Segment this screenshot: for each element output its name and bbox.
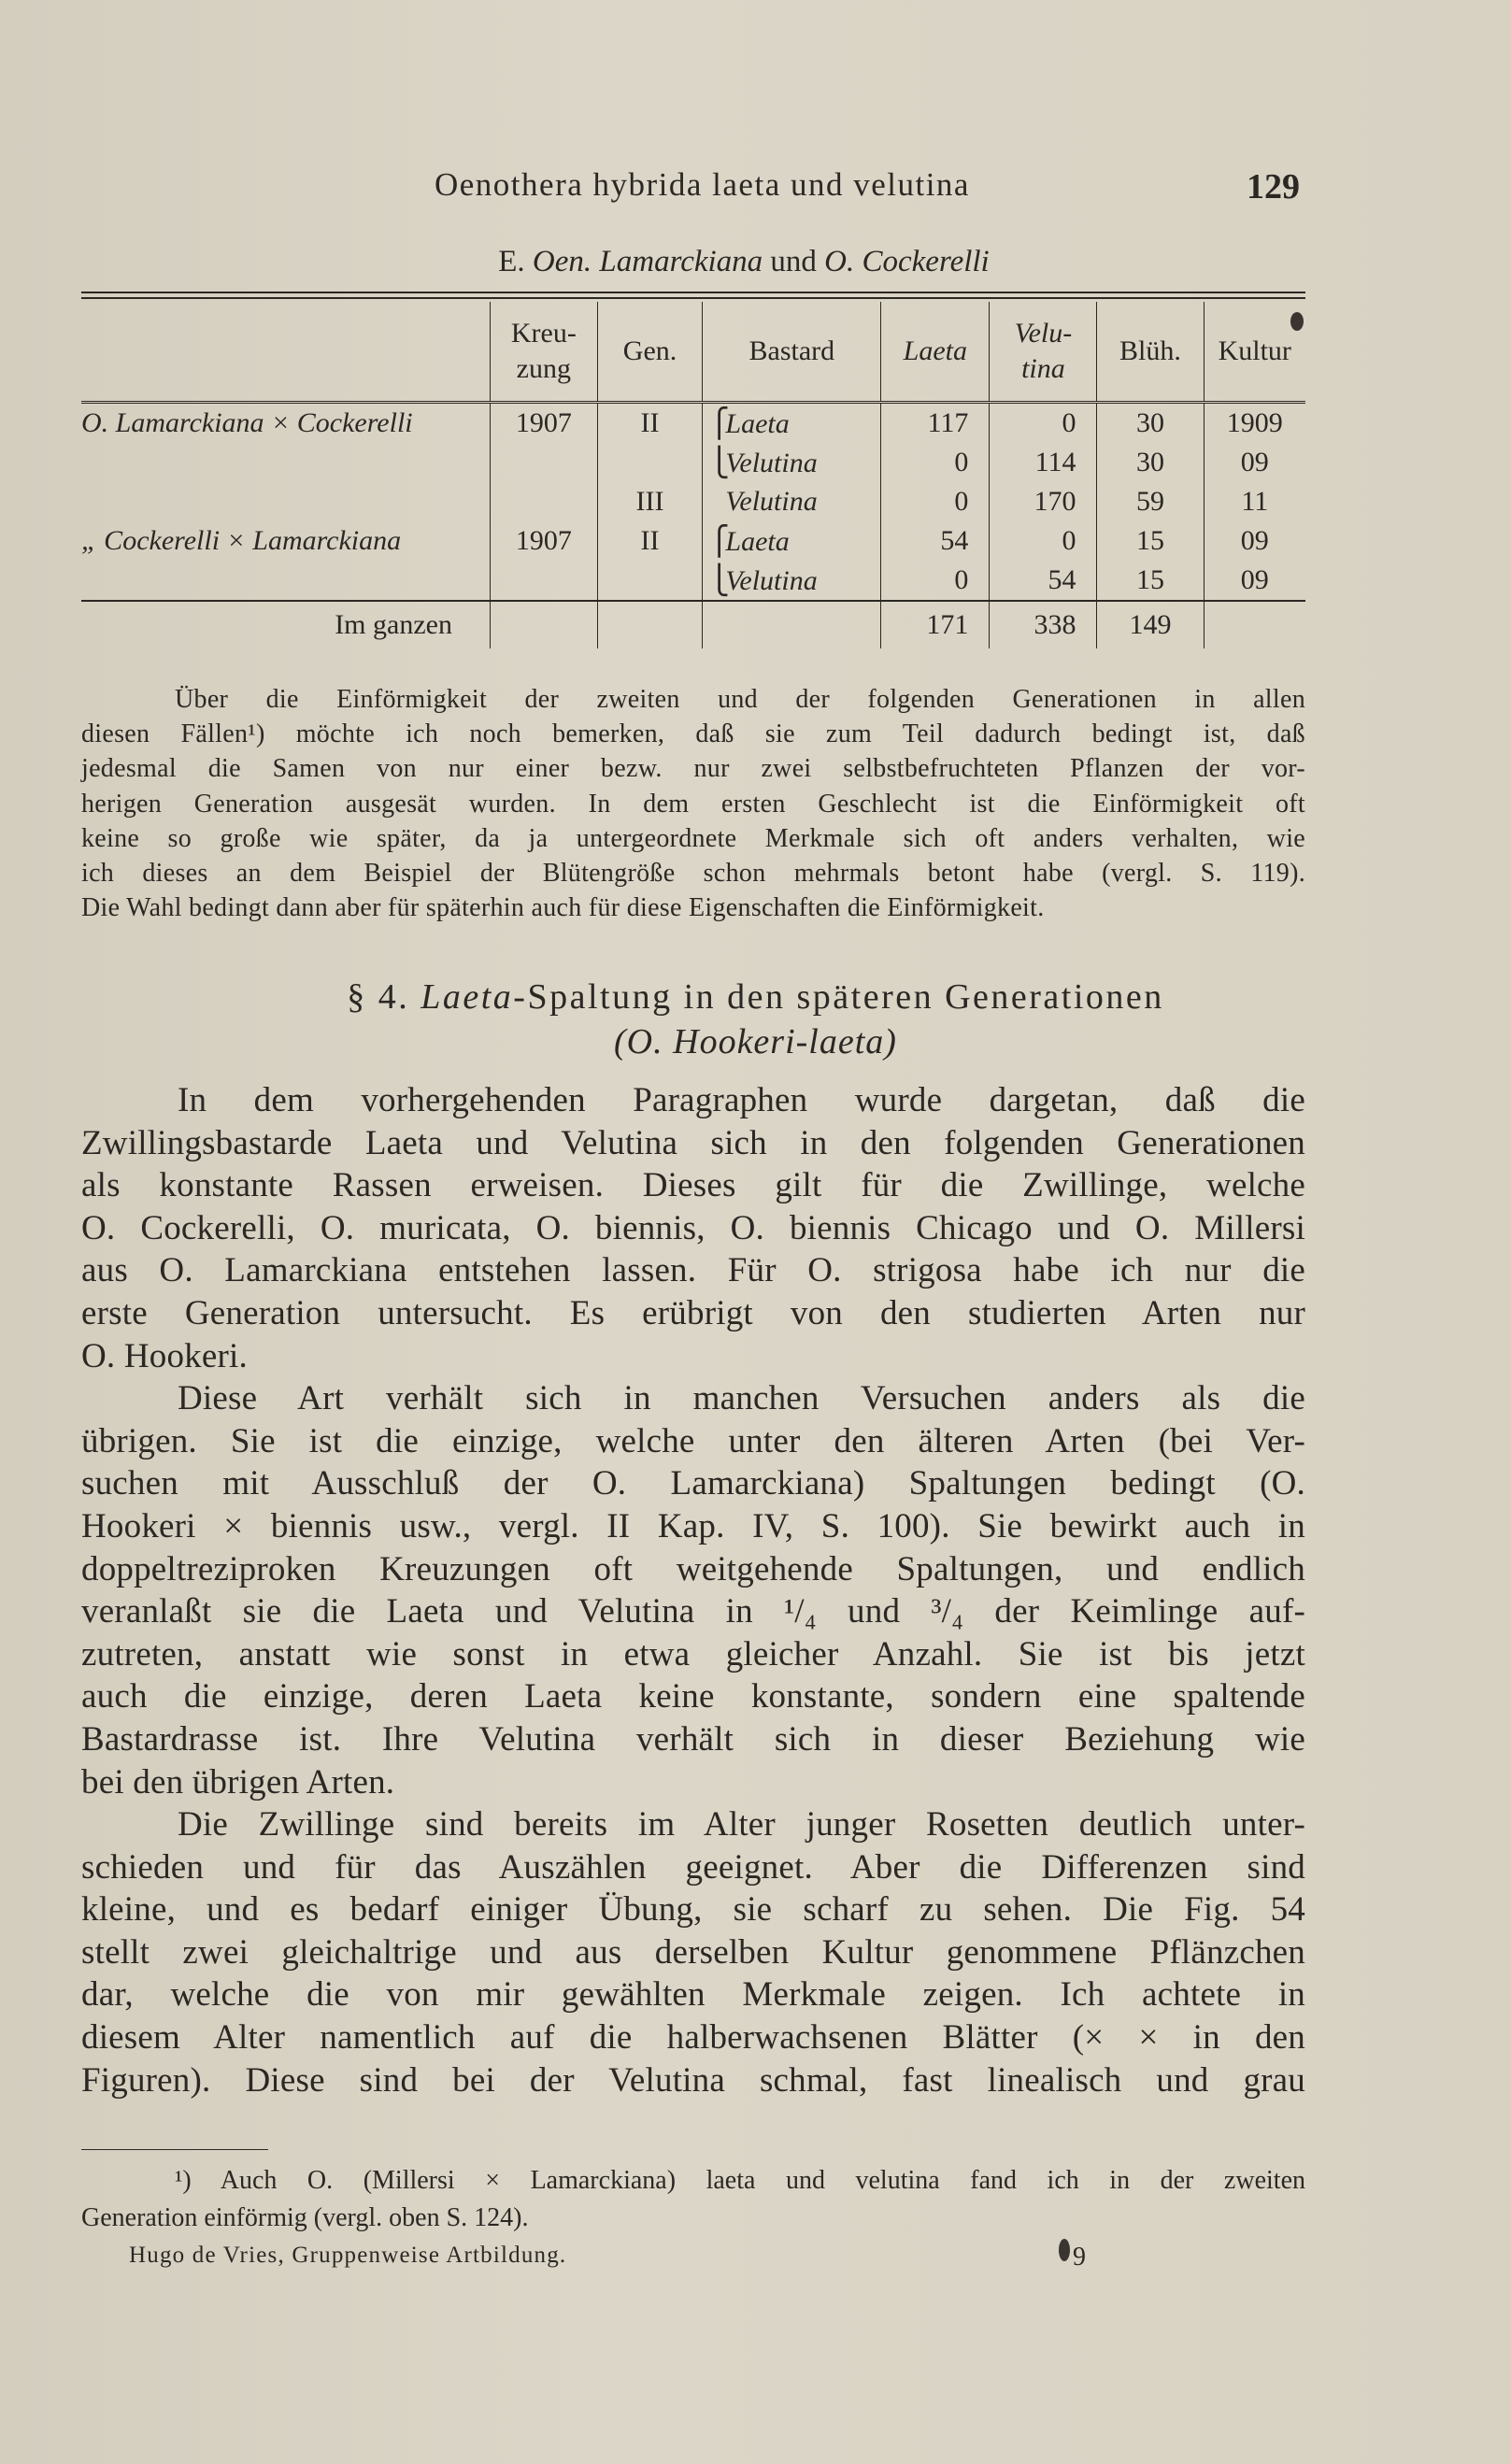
section-heading (0, 975, 1511, 1064)
text-line: Über die Einförmigkeit der zweiten und der folgenden Generationen in allen (175, 685, 1305, 714)
text-line: ich dieses an dem Beispiel der Blütengröße schon mehrmals betont habe (vergl. S. 119). (81, 858, 1305, 888)
cell-kreuzung: 1907 (490, 403, 597, 444)
text-line: schieden und für das Auszählen geeignet. Aber die Differenzen sind (81, 1847, 1305, 1887)
footnote-marker: ¹) (175, 2166, 192, 2195)
cell-laeta: 0 (881, 482, 990, 521)
row-label: „ Cockerelli × Lamarckiana (81, 525, 402, 556)
text-line: erste Generation untersucht. Es erübrigt von den studierten Arten nur (81, 1293, 1305, 1332)
cell-kultur: 09 (1204, 561, 1305, 601)
table-header-row (81, 302, 1305, 403)
text-line: aus O. Lamarckiana entstehen lassen. Für O. strigosa habe ich nur die (81, 1251, 1305, 1290)
total-empty-kultur (1204, 601, 1305, 648)
text-line: Bastardrasse ist. Ihre Velutina verhält sich in dieser Beziehung wie (81, 1719, 1305, 1759)
text-line: Zwillingsbastarde Laeta und Velutina sich in den folgenden Generationen (81, 1123, 1305, 1162)
table-remark-paragraph (81, 682, 1305, 925)
cell-blueh: 15 (1097, 521, 1204, 561)
text-line: jedesmal die Samen von nur einer bezw. nur zwei selbstbefruchteten Pflanzen der vor- (81, 754, 1305, 784)
total-blueh: 149 (1097, 601, 1204, 648)
text-line: Die Zwillinge sind bereits im Alter junger Rosetten deutlich unter- (178, 1805, 1305, 1844)
text-line: veranlaßt sie die Laeta und Velutina in ¹/₄ und ³/₄ der Keimlinge auf- (81, 1592, 1305, 1631)
section-title-line (0, 975, 1511, 1019)
table-row (81, 403, 1305, 444)
text-line: doppeltreziproken Kreuzungen oft weitgehende Spaltungen, und endlich (81, 1549, 1305, 1588)
text-line: herigen Generation ausgesät wurden. In dem ersten Geschlecht ist die Einförmigkeit oft (81, 789, 1305, 819)
cell-kreuzung (490, 561, 597, 601)
text-line: zutreten, anstatt wie sonst in etwa gleicher Anzahl. Sie ist bis jetzt (81, 1634, 1305, 1674)
cell-gen: III (597, 482, 703, 521)
caption-prefix: E. (498, 245, 533, 278)
text-line: Hookeri × biennis usw., vergl. II Kap. IV, S. 100). Sie bewirkt auch in (81, 1506, 1305, 1545)
footnote (81, 2162, 1305, 2237)
cell-kultur: 09 (1204, 521, 1305, 561)
text-line: bei den übrigen Arten. (81, 1762, 395, 1802)
cell-kreuzung (490, 482, 597, 521)
header-bastard: Bastard (703, 302, 881, 403)
row-label: O. Lamarckiana × Cockerelli (81, 407, 413, 438)
crossing-table (81, 302, 1305, 648)
row-label (81, 443, 490, 482)
cell-kultur: 09 (1204, 443, 1305, 482)
cell-kreuzung: 1907 (490, 521, 597, 561)
total-empty-bastard (703, 601, 881, 648)
cell-bastard: ⎧Laeta (703, 403, 881, 444)
text-line: O. Hookeri. (81, 1336, 248, 1375)
text-line: Figuren). Diese sind bei der Velutina schmal, fast linealisch und grau (81, 2060, 1305, 2100)
cell-laeta: 0 (881, 561, 990, 601)
cell-blueh: 15 (1097, 561, 1204, 601)
total-laeta: 171 (881, 601, 990, 648)
table-row (81, 482, 1305, 521)
brace-bottom: ⎩ (708, 564, 730, 596)
text-line: keine so große wie später, da ja untergeordnete Merkmale sich oft anders verhalten, wie (81, 823, 1305, 853)
body-text (81, 1079, 1305, 2101)
text-line: auch die einzige, deren Laeta keine konstante, sondern eine spaltende (81, 1677, 1305, 1716)
brace-bottom: ⎩ (708, 447, 730, 478)
total-velutina: 338 (990, 601, 1097, 648)
table-row (81, 561, 1305, 601)
cell-laeta: 0 (881, 443, 990, 482)
table-total-row (81, 601, 1305, 648)
text-line: O. Cockerelli, O. muricata, O. biennis, O. biennis Chicago und O. Millersi (81, 1208, 1305, 1247)
header-blueh: Blüh. (1097, 302, 1204, 403)
cell-blueh: 30 (1097, 443, 1204, 482)
cell-velutina: 114 (990, 443, 1097, 482)
section-number: § 4. (347, 977, 410, 1017)
cell-kreuzung (490, 443, 597, 482)
cell-bastard: ⎩Velutina (703, 561, 881, 601)
cell-gen (597, 561, 703, 601)
footnote-line: Generation einförmig (vergl. oben S. 124). (81, 2203, 529, 2232)
text-line: dar, welche die von mir gewählten Merkmale zeigen. Ich achtete in (81, 1975, 1305, 2015)
header-kultur: Kultur (1204, 302, 1305, 403)
header-gen: Gen. (597, 302, 703, 403)
ink-spot (1059, 2239, 1070, 2261)
cell-bastard: Velutina (703, 482, 881, 521)
text-line: übrigen. Sie ist die einzige, welche unter den älteren Arten (bei Ver- (81, 1421, 1305, 1460)
text-line: kleine, und es bedarf einiger Übung, sie scharf zu sehen. Die Fig. 54 (81, 1890, 1305, 1930)
cell-blueh: 30 (1097, 403, 1204, 444)
running-title: Oenothera hybrida laeta und velutina (435, 166, 970, 203)
row-label (81, 482, 490, 521)
total-label: Im ganzen (335, 609, 452, 640)
footnote-line: ¹) Auch O. (Millersi × Lamarckiana) laeta und velutina fand ich in der zweiten (175, 2166, 1305, 2195)
cell-velutina: 0 (990, 403, 1097, 444)
section-title-italic: Laeta (421, 977, 514, 1017)
text-line: Diese Art verhält sich in manchen Versuchen anders als die (178, 1379, 1305, 1418)
text-line: suchen mit Ausschluß der O. Lamarckiana) Spaltungen bedingt (O. (81, 1464, 1305, 1503)
cell-gen: II (597, 521, 703, 561)
header-velutina: Velu- tina (990, 302, 1097, 403)
text-line: stellt zwei gleichaltrige und aus derselben Kultur genommene Pflänzchen (81, 1932, 1305, 1972)
cell-gen (597, 443, 703, 482)
footnote-rule (81, 2149, 268, 2150)
signature-mark: 9 (1073, 2243, 1086, 2272)
cell-gen: II (597, 403, 703, 444)
brace-top: ⎧ (708, 525, 730, 557)
row-label (81, 561, 490, 601)
cell-kultur: 11 (1204, 482, 1305, 521)
cell-kultur: 1909 (1204, 403, 1305, 444)
text-line: Die Wahl bedingt dann aber für späterhin auch für diese Eigenschaften die Einförmigkeit. (81, 893, 1045, 923)
text-line: diesem Alter namentlich auf die halberwachsenen Blätter (× × in den (81, 2018, 1305, 2058)
table-row (81, 521, 1305, 561)
table-top-rule (81, 292, 1305, 293)
imprint: Hugo de Vries, Gruppenweise Artbildung. (129, 2243, 567, 2268)
caption-mid: und (763, 245, 825, 278)
total-empty-kreuzung (490, 601, 597, 648)
cell-velutina: 170 (990, 482, 1097, 521)
header-kreuzung: Kreu- zung (490, 302, 597, 403)
brace-top: ⎧ (708, 407, 730, 439)
cell-laeta: 54 (881, 521, 990, 561)
cell-bastard: ⎩Velutina (703, 443, 881, 482)
text-line: In dem vorhergehenden Paragraphen wurde dargetan, daß die (178, 1081, 1305, 1119)
text-line: als konstante Rassen erweisen. Dieses gilt für die Zwillinge, welche (81, 1166, 1305, 1205)
table-row (81, 443, 1305, 482)
page-number: 129 (1247, 167, 1300, 207)
section-subtitle: (O. Hookeri-laeta) (614, 1022, 897, 1061)
cell-blueh: 59 (1097, 482, 1204, 521)
section-title-rest: -Spaltung in den späteren Generationen (513, 977, 1164, 1017)
header-laeta: Laeta (881, 302, 990, 403)
cell-laeta: 117 (881, 403, 990, 444)
cell-velutina: 54 (990, 561, 1097, 601)
ink-spot (1290, 312, 1304, 331)
total-empty-gen (597, 601, 703, 648)
table-caption (0, 245, 1511, 279)
table-top-rule-2 (81, 297, 1305, 299)
header-label-col (81, 302, 490, 403)
caption-species-2: O. Cockerelli (824, 245, 990, 278)
text-line: diesen Fällen¹) möchte ich noch bemerken, daß sie zum Teil dadurch bedingt ist, daß (81, 719, 1305, 749)
cell-bastard: ⎧Laeta (703, 521, 881, 561)
caption-species-1: Oen. Lamarckiana (532, 245, 763, 278)
cell-velutina: 0 (990, 521, 1097, 561)
